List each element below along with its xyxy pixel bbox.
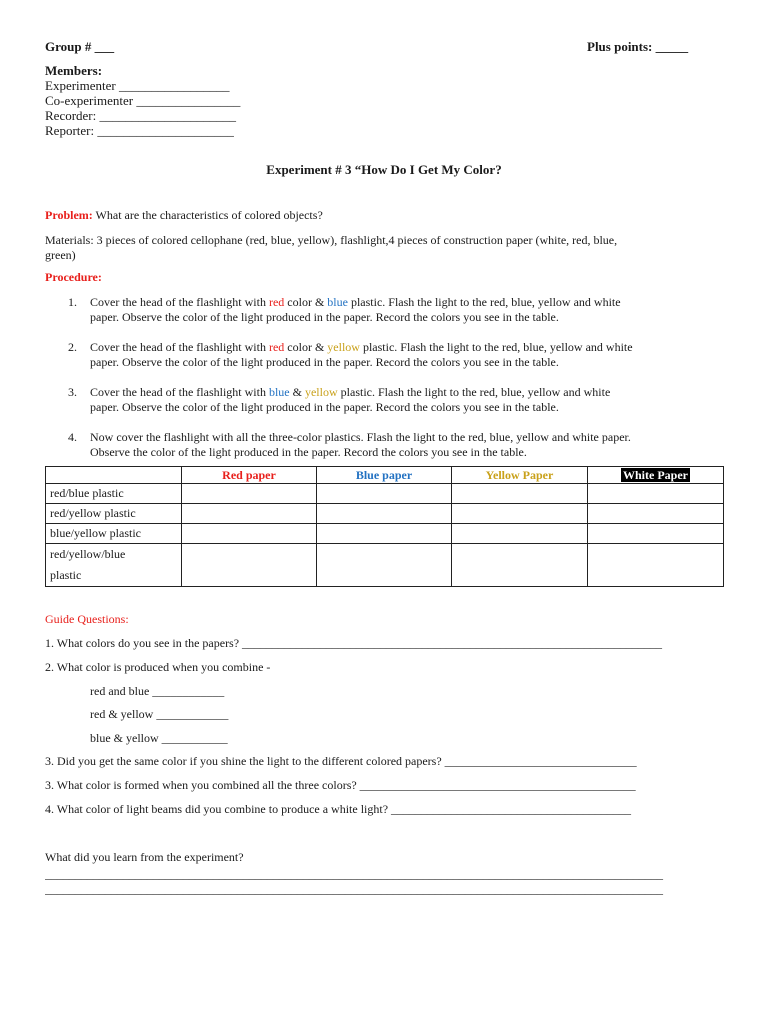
problem-line (45, 208, 323, 223)
answer-cell[interactable] (588, 504, 724, 524)
step-4-line-1: Now cover the flashlight with all the three-color plastics. Flash the light to the red, blue, yellow and white paper. (90, 430, 631, 444)
question-3b: 3. What color is formed when you combined all the three colors? ______________________________________________ (45, 778, 636, 792)
co-experimenter-field: Co-experimenter ________________ (45, 93, 241, 108)
plus-points-field: Plus points: _____ (587, 39, 689, 54)
experiment-title: Experiment # 3 “How Do I Get My Color? (266, 162, 502, 177)
question-1: 1. What colors do you see in the papers? ______________________________________________________________________ (45, 636, 663, 650)
header-yellow-paper: Yellow Paper (452, 467, 588, 484)
step-4-line-2: Observe the color of the light produced in the paper. Record the colors you see in the table. (90, 445, 527, 459)
answer-cell[interactable] (182, 504, 317, 524)
question-3: 3. Did you get the same color if you shine the light to the different colored papers? ________________________________ (45, 754, 637, 768)
table-row (46, 544, 724, 587)
row-label: red/yellow/blue plastic (46, 544, 182, 587)
guide-questions-label: Guide Questions: (45, 612, 129, 626)
answer-cell[interactable] (317, 484, 452, 504)
group-field: Group # ___ (45, 39, 115, 54)
answer-line-1: _______________________________________________________________________________________________________ (45, 867, 663, 881)
answer-cell[interactable] (317, 504, 452, 524)
table-header-corner (46, 467, 182, 484)
answer-cell[interactable] (588, 544, 724, 587)
step-1-line-2: paper. Observe the color of the light produced in the paper. Record the colors you see in the table. (90, 310, 559, 324)
problem-label: Problem: (45, 208, 93, 222)
answer-cell[interactable] (452, 524, 588, 544)
answer-cell[interactable] (452, 504, 588, 524)
answer-cell[interactable] (182, 484, 317, 504)
members-label: Members: (45, 63, 103, 78)
step-1-line-1: Cover the head of the flashlight with red color & blue plastic. Flash the light to the red, blue, yellow and white (90, 295, 621, 309)
step-number: 3. (68, 385, 77, 399)
answer-cell[interactable] (588, 484, 724, 504)
header-red-paper: Red paper (182, 467, 317, 484)
materials-line-1: Materials: 3 pieces of colored cellophane (red, blue, yellow), flashlight,4 pieces of construction paper (white, red, blue, (45, 233, 618, 247)
answer-cell[interactable] (588, 524, 724, 544)
answer-cell[interactable] (182, 544, 317, 587)
learned-prompt: What did you learn from the experiment? (45, 850, 244, 864)
step-3-line-1: Cover the head of the flashlight with blue & yellow plastic. Flash the light to the red, blue, yellow and white (90, 385, 611, 399)
step-number: 1. (68, 295, 77, 309)
table-row (46, 524, 724, 544)
row-label: red/yellow plastic (46, 504, 182, 524)
row-label: red/blue plastic (46, 484, 182, 504)
step-2-line-2: paper. Observe the color of the light produced in the paper. Record the colors you see in the table. (90, 355, 559, 369)
reporter-field: Reporter: _____________________ (45, 123, 234, 138)
answer-cell[interactable] (317, 524, 452, 544)
experimenter-field: Experimenter _________________ (45, 78, 230, 93)
answer-cell[interactable] (452, 544, 588, 587)
question-2c: blue & yellow ___________ (90, 731, 228, 745)
table-row (46, 484, 724, 504)
recorder-field: Recorder: _____________________ (45, 108, 237, 123)
question-2b: red & yellow ____________ (90, 707, 229, 721)
question-2: 2. What color is produced when you combine - (45, 660, 271, 674)
question-2a: red and blue ____________ (90, 684, 225, 698)
table-header-row (46, 467, 724, 484)
header-white-paper: White Paper (588, 467, 724, 484)
table-row (46, 504, 724, 524)
answer-line-2: _______________________________________________________________________________________________________ (45, 882, 663, 896)
step-number: 4. (68, 430, 77, 444)
observation-table (45, 466, 724, 587)
materials-line-2: green) (45, 248, 76, 262)
step-2-line-1: Cover the head of the flashlight with red color & yellow plastic. Flash the light to the red, blue, yellow and white (90, 340, 633, 354)
step-3-line-2: paper. Observe the color of the light produced in the paper. Record the colors you see in the table. (90, 400, 559, 414)
procedure-label: Procedure: (45, 270, 102, 284)
answer-cell[interactable] (182, 524, 317, 544)
header-blue-paper: Blue paper (317, 467, 452, 484)
answer-cell[interactable] (452, 484, 588, 504)
answer-cell[interactable] (317, 544, 452, 587)
row-label: blue/yellow plastic (46, 524, 182, 544)
question-4: 4. What color of light beams did you combine to produce a white light? ________________________________________ (45, 802, 632, 816)
step-number: 2. (68, 340, 77, 354)
problem-text: What are the characteristics of colored objects? (92, 208, 323, 222)
